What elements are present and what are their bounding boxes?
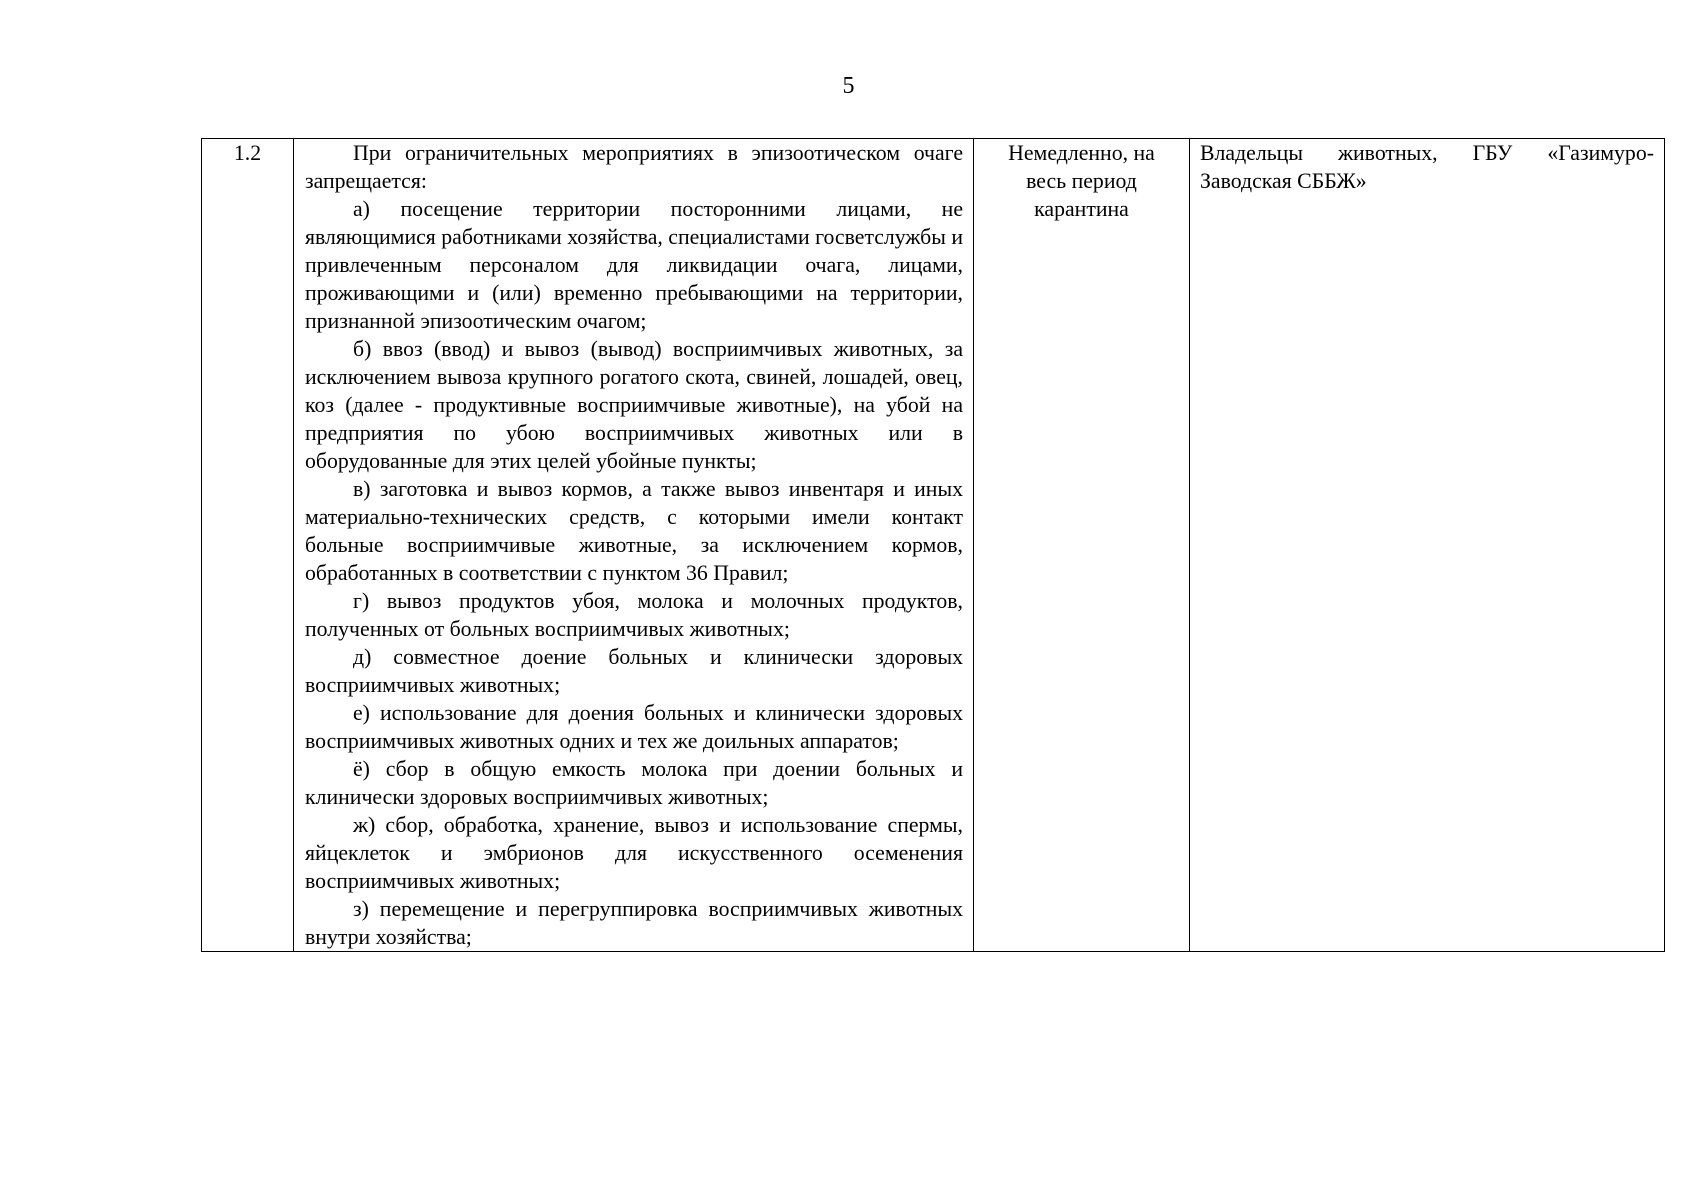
- measure-item-v: в) заготовка и вывоз кормов, а также вывоз инвентаря и иных материально-технических средств, с которыми имели контакт больные восприимчивые животные, за исключением кормов, обработанных в соответствии с пунктом 36 Правил;: [305, 477, 963, 585]
- measure-item-a: а) посещение территории посторонними лицами, не являющимися работниками хозяйства, специалистами госветслужбы и привлеченным персоналом для ликвидации очага, лицами, проживающими и (или) временно пребывающими на территории, признанной эпизоотическим очагом;: [305, 197, 964, 333]
- row-number: 1.2: [233, 141, 262, 165]
- measure-item-e: е) использование для доения больных и клинически здоровых восприимчивых животных одних и тех же доильных аппаратов;: [305, 701, 963, 753]
- term-line: Немедленно, на: [1008, 141, 1155, 165]
- row-number-cell: [202, 139, 294, 952]
- responsible-cell: [1190, 139, 1665, 952]
- measures-table: [201, 138, 1665, 952]
- measure-item-g: г) вывоз продуктов убоя, молока и молочных продуктов, полученных от больных восприимчивых животных;: [305, 589, 963, 641]
- responsible-text: Владельцы животных, ГБУ «Газимуро-Заводская СББЖ»: [1200, 141, 1654, 193]
- measure-intro: При ограничительных мероприятиях в эпизоотическом очаге запрещается:: [305, 141, 963, 193]
- measure-description-cell: [294, 139, 974, 952]
- measure-item-b: б) ввоз (ввод) и вывоз (вывод) восприимчивых животных, за исключением вывоза крупного рогатого скота, свиней, лошадей, овец, коз (далее - продуктивные восприимчивые животные), на убой на предприятия по убою восприимчивых животных или в оборудованные для этих целей убойные пункты;: [305, 337, 963, 473]
- measure-item-d: д) совместное доение больных и клинически здоровых восприимчивых животных;: [305, 645, 963, 697]
- page-number: 5: [842, 73, 855, 99]
- term-line: весь период: [1026, 169, 1137, 193]
- term-line: карантина: [1034, 197, 1129, 221]
- term-cell: [974, 139, 1190, 952]
- table-row: [202, 139, 1665, 952]
- measure-item-yo: ё) сбор в общую емкость молока при доении больных и клинически здоровых восприимчивых животных;: [305, 757, 963, 809]
- measure-item-zh: ж) сбор, обработка, хранение, вывоз и использование спермы, яйцеклеток и эмбрионов для искусственного осеменения восприимчивых животных;: [305, 813, 963, 893]
- measure-item-z: з) перемещение и перегруппировка восприимчивых животных внутри хозяйства;: [305, 897, 963, 949]
